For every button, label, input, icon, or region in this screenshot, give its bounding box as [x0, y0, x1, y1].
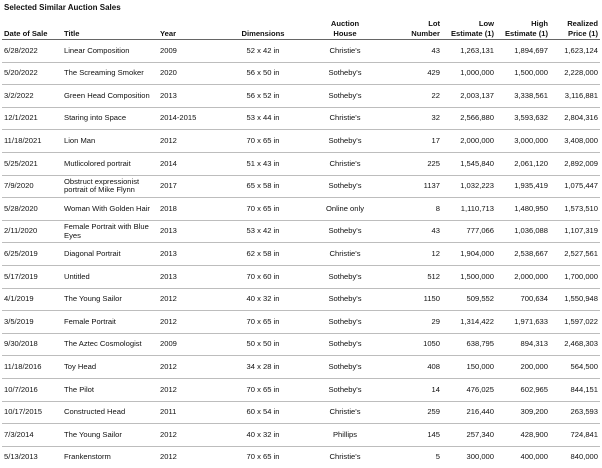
cell-year: 2012: [158, 356, 220, 379]
cell-year: 2012: [158, 311, 220, 334]
cell-low-estimate: 1,263,131: [442, 40, 496, 63]
cell-year: 2009: [158, 40, 220, 63]
header-high-line1: High: [531, 19, 548, 28]
table-row: [2, 424, 600, 447]
cell-realized-price: 1,550,948: [550, 288, 600, 311]
header-date: Date of Sale: [2, 13, 62, 40]
cell-realized-price: 3,116,881: [550, 85, 600, 108]
cell-realized-price: 2,527,561: [550, 243, 600, 266]
cell-high-estimate: 200,000: [496, 356, 550, 379]
cell-high-estimate: 1,971,633: [496, 311, 550, 334]
cell-dimensions: 52 x 42 in: [220, 40, 306, 63]
cell-dimensions: 70 x 65 in: [220, 446, 306, 468]
cell-dimensions: 50 x 50 in: [220, 333, 306, 356]
cell-title: The Aztec Cosmologist: [62, 333, 158, 356]
header-lot-line1: Lot: [428, 19, 440, 28]
header-year: Year: [158, 13, 220, 40]
table-row: [2, 333, 600, 356]
cell-year: 2012: [158, 446, 220, 468]
header-lot-line2: Number: [411, 29, 440, 38]
cell-title: Untitled: [62, 265, 158, 288]
cell-title: Woman With Golden Hair: [62, 198, 158, 221]
cell-dimensions: 34 x 28 in: [220, 356, 306, 379]
cell-dimensions: 56 x 50 in: [220, 62, 306, 85]
header-low-line2: Estimate (1): [451, 29, 494, 38]
cell-realized-price: 844,151: [550, 378, 600, 401]
cell-low-estimate: 216,440: [442, 401, 496, 424]
cell-low-estimate: 1,314,422: [442, 311, 496, 334]
cell-date: 6/28/2022: [2, 40, 62, 63]
table-row: [2, 107, 600, 130]
cell-year: 2013: [158, 265, 220, 288]
cell-date: 6/25/2019: [2, 243, 62, 266]
cell-auction-house: Christie's: [306, 107, 384, 130]
cell-low-estimate: 1,110,713: [442, 198, 496, 221]
cell-year: 2020: [158, 62, 220, 85]
header-realized-price: [550, 13, 600, 40]
cell-lot-number: 1050: [384, 333, 442, 356]
cell-high-estimate: 1,500,000: [496, 62, 550, 85]
header-high-estimate: [496, 13, 550, 40]
cell-high-estimate: 3,000,000: [496, 130, 550, 153]
cell-lot-number: 43: [384, 40, 442, 63]
cell-year: 2013: [158, 85, 220, 108]
cell-auction-house: Christie's: [306, 152, 384, 175]
cell-date: 11/18/2016: [2, 356, 62, 379]
cell-dimensions: 65 x 58 in: [220, 175, 306, 198]
cell-date: 4/1/2019: [2, 288, 62, 311]
header-auction-house: [306, 13, 384, 40]
cell-realized-price: 1,573,510: [550, 198, 600, 221]
table-title: Selected Similar Auction Sales: [4, 3, 121, 12]
cell-title: Female Portrait with Blue Eyes: [62, 220, 158, 243]
cell-low-estimate: 1,545,840: [442, 152, 496, 175]
cell-realized-price: 2,892,009: [550, 152, 600, 175]
cell-auction-house: Sotheby's: [306, 265, 384, 288]
cell-date: 2/11/2020: [2, 220, 62, 243]
cell-lot-number: 5: [384, 446, 442, 468]
cell-date: 5/17/2019: [2, 265, 62, 288]
cell-dimensions: 70 x 60 in: [220, 265, 306, 288]
cell-high-estimate: 428,900: [496, 424, 550, 447]
table-row: [2, 265, 600, 288]
cell-low-estimate: 638,795: [442, 333, 496, 356]
cell-title: The Pilot: [62, 378, 158, 401]
cell-date: 12/1/2021: [2, 107, 62, 130]
cell-dimensions: 51 x 43 in: [220, 152, 306, 175]
cell-lot-number: 17: [384, 130, 442, 153]
cell-title: Staring into Space: [62, 107, 158, 130]
cell-lot-number: 429: [384, 62, 442, 85]
cell-date: 10/7/2016: [2, 378, 62, 401]
header-auction-house-line2: House: [333, 29, 356, 38]
cell-title: The Young Sailor: [62, 288, 158, 311]
cell-year: 2013: [158, 220, 220, 243]
cell-high-estimate: 309,200: [496, 401, 550, 424]
cell-year: 2012: [158, 378, 220, 401]
cell-lot-number: 43: [384, 220, 442, 243]
cell-high-estimate: 700,634: [496, 288, 550, 311]
cell-lot-number: 1137: [384, 175, 442, 198]
cell-auction-house: Sotheby's: [306, 62, 384, 85]
cell-low-estimate: 1,032,223: [442, 175, 496, 198]
cell-date: 5/20/2022: [2, 62, 62, 85]
cell-date: 7/9/2020: [2, 175, 62, 198]
table-body: [2, 40, 600, 468]
header-low-estimate: [442, 13, 496, 40]
table-row: [2, 401, 600, 424]
cell-dimensions: 70 x 65 in: [220, 311, 306, 334]
cell-auction-house: Christie's: [306, 243, 384, 266]
cell-realized-price: 1,107,319: [550, 220, 600, 243]
cell-dimensions: 40 x 32 in: [220, 288, 306, 311]
cell-date: 3/2/2022: [2, 85, 62, 108]
cell-auction-house: Christie's: [306, 401, 384, 424]
table-row: [2, 152, 600, 175]
header-high-line2: Estimate (1): [505, 29, 548, 38]
cell-title: Obstruct expressionist portrait of Mike Flynn: [62, 175, 158, 198]
cell-realized-price: 3,408,000: [550, 130, 600, 153]
cell-lot-number: 1150: [384, 288, 442, 311]
table-row: [2, 311, 600, 334]
cell-year: 2012: [158, 424, 220, 447]
cell-title: Diagonal Portrait: [62, 243, 158, 266]
cell-low-estimate: 150,000: [442, 356, 496, 379]
cell-year: 2012: [158, 288, 220, 311]
cell-realized-price: 1,623,124: [550, 40, 600, 63]
cell-title: Frankenstorm: [62, 446, 158, 468]
cell-high-estimate: 2,538,667: [496, 243, 550, 266]
cell-title: The Screaming Smoker: [62, 62, 158, 85]
cell-high-estimate: 1,480,950: [496, 198, 550, 221]
cell-year: 2017: [158, 175, 220, 198]
cell-date: 5/25/2021: [2, 152, 62, 175]
cell-high-estimate: 894,313: [496, 333, 550, 356]
cell-auction-house: Phillips: [306, 424, 384, 447]
cell-lot-number: 512: [384, 265, 442, 288]
cell-auction-house: Sotheby's: [306, 175, 384, 198]
cell-realized-price: 1,597,022: [550, 311, 600, 334]
cell-auction-house: Sotheby's: [306, 85, 384, 108]
table-row: [2, 175, 600, 198]
cell-date: 5/13/2013: [2, 446, 62, 468]
cell-auction-house: Sotheby's: [306, 378, 384, 401]
cell-low-estimate: 2,000,000: [442, 130, 496, 153]
cell-lot-number: 8: [384, 198, 442, 221]
cell-dimensions: 40 x 32 in: [220, 424, 306, 447]
cell-low-estimate: 1,904,000: [442, 243, 496, 266]
cell-year: 2011: [158, 401, 220, 424]
table-row: [2, 198, 600, 221]
table-row: [2, 243, 600, 266]
cell-dimensions: 70 x 65 in: [220, 130, 306, 153]
cell-year: 2014-2015: [158, 107, 220, 130]
cell-low-estimate: 2,003,137: [442, 85, 496, 108]
table-row: [2, 378, 600, 401]
cell-low-estimate: 257,340: [442, 424, 496, 447]
cell-title: Female Portrait: [62, 311, 158, 334]
cell-high-estimate: 602,965: [496, 378, 550, 401]
cell-high-estimate: 2,000,000: [496, 265, 550, 288]
cell-lot-number: 22: [384, 85, 442, 108]
cell-low-estimate: 1,500,000: [442, 265, 496, 288]
auction-sales-table: [2, 13, 600, 468]
cell-dimensions: 60 x 54 in: [220, 401, 306, 424]
cell-dimensions: 70 x 65 in: [220, 378, 306, 401]
cell-auction-house: Sotheby's: [306, 130, 384, 153]
cell-auction-house: Sotheby's: [306, 288, 384, 311]
cell-auction-house: Sotheby's: [306, 333, 384, 356]
cell-lot-number: 32: [384, 107, 442, 130]
cell-title: Mutlicolored portrait: [62, 152, 158, 175]
cell-lot-number: 29: [384, 311, 442, 334]
cell-year: 2014: [158, 152, 220, 175]
cell-auction-house: Christie's: [306, 446, 384, 468]
cell-title: Toy Head: [62, 356, 158, 379]
cell-lot-number: 259: [384, 401, 442, 424]
table-header: [2, 13, 600, 40]
table-row: [2, 85, 600, 108]
cell-low-estimate: 1,000,000: [442, 62, 496, 85]
table-row: [2, 288, 600, 311]
cell-high-estimate: 1,036,088: [496, 220, 550, 243]
cell-date: 7/3/2014: [2, 424, 62, 447]
cell-low-estimate: 476,025: [442, 378, 496, 401]
cell-realized-price: 2,804,316: [550, 107, 600, 130]
cell-lot-number: 14: [384, 378, 442, 401]
cell-title: Linear Composition: [62, 40, 158, 63]
cell-realized-price: 1,700,000: [550, 265, 600, 288]
cell-date: 3/5/2019: [2, 311, 62, 334]
table-row: [2, 62, 600, 85]
cell-low-estimate: 509,552: [442, 288, 496, 311]
cell-year: 2009: [158, 333, 220, 356]
cell-auction-house: Online only: [306, 198, 384, 221]
table-row: [2, 356, 600, 379]
header-realized-line2: Price (1): [568, 29, 598, 38]
header-dimensions: Dimensions: [220, 13, 306, 40]
table-row: [2, 130, 600, 153]
cell-lot-number: 145: [384, 424, 442, 447]
cell-date: 11/18/2021: [2, 130, 62, 153]
cell-dimensions: 53 x 44 in: [220, 107, 306, 130]
header-title: Title: [62, 13, 158, 40]
cell-auction-house: Christie's: [306, 40, 384, 63]
cell-dimensions: 62 x 58 in: [220, 243, 306, 266]
cell-date: 5/28/2020: [2, 198, 62, 221]
table-row: [2, 446, 600, 468]
cell-dimensions: 56 x 52 in: [220, 85, 306, 108]
cell-realized-price: 840,000: [550, 446, 600, 468]
cell-lot-number: 225: [384, 152, 442, 175]
cell-high-estimate: 1,894,697: [496, 40, 550, 63]
cell-low-estimate: 777,066: [442, 220, 496, 243]
cell-realized-price: 2,468,303: [550, 333, 600, 356]
cell-realized-price: 724,841: [550, 424, 600, 447]
cell-title: Constructed Head: [62, 401, 158, 424]
cell-year: 2012: [158, 130, 220, 153]
cell-high-estimate: 400,000: [496, 446, 550, 468]
cell-realized-price: 564,500: [550, 356, 600, 379]
table-row: [2, 220, 600, 243]
cell-high-estimate: 2,061,120: [496, 152, 550, 175]
header-lot-number: [384, 13, 442, 40]
header-row: [2, 13, 600, 40]
table-row: [2, 40, 600, 63]
cell-auction-house: Sotheby's: [306, 356, 384, 379]
cell-realized-price: 1,075,447: [550, 175, 600, 198]
cell-title: Green Head Composition: [62, 85, 158, 108]
cell-title: Lion Man: [62, 130, 158, 153]
cell-realized-price: 263,593: [550, 401, 600, 424]
cell-dimensions: 70 x 65 in: [220, 198, 306, 221]
cell-year: 2013: [158, 243, 220, 266]
cell-low-estimate: 2,566,880: [442, 107, 496, 130]
cell-date: 9/30/2018: [2, 333, 62, 356]
cell-high-estimate: 3,338,561: [496, 85, 550, 108]
cell-date: 10/17/2015: [2, 401, 62, 424]
header-realized-line1: Realized: [567, 19, 598, 28]
cell-auction-house: Sotheby's: [306, 220, 384, 243]
header-low-line1: Low: [479, 19, 494, 28]
cell-year: 2018: [158, 198, 220, 221]
cell-high-estimate: 3,593,632: [496, 107, 550, 130]
header-auction-house-line1: Auction: [331, 19, 359, 28]
cell-lot-number: 408: [384, 356, 442, 379]
cell-dimensions: 53 x 42 in: [220, 220, 306, 243]
cell-auction-house: Sotheby's: [306, 311, 384, 334]
cell-realized-price: 2,228,000: [550, 62, 600, 85]
cell-lot-number: 12: [384, 243, 442, 266]
cell-low-estimate: 300,000: [442, 446, 496, 468]
cell-title: The Young Sailor: [62, 424, 158, 447]
cell-high-estimate: 1,935,419: [496, 175, 550, 198]
